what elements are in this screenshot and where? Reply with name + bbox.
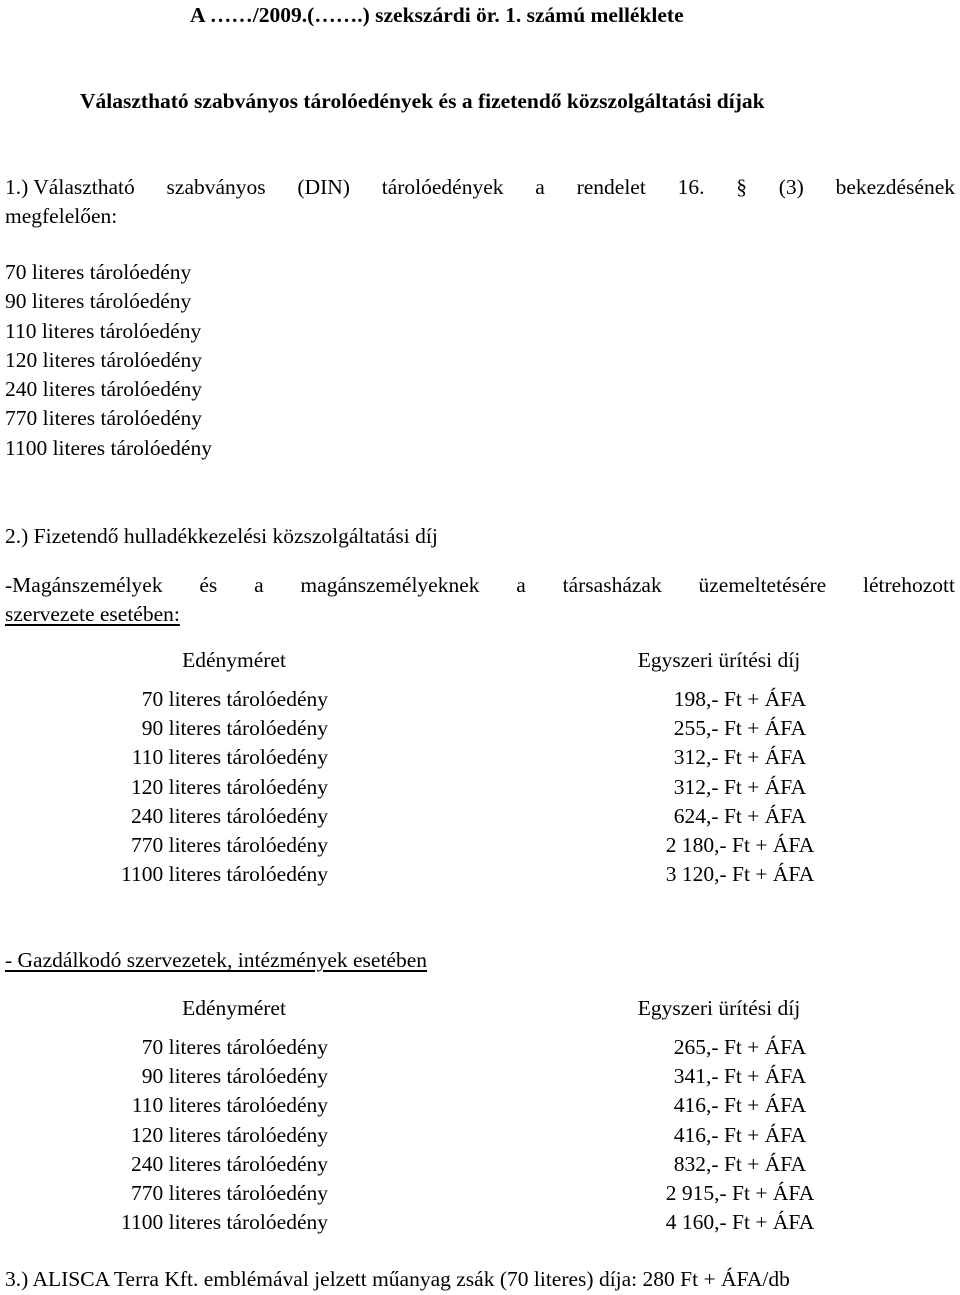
intro-word: a <box>516 573 526 597</box>
heading-word: § <box>736 175 747 199</box>
section2-heading: 2.) Fizetendő hulladékkezelési közszolgáltatási díj <box>5 524 438 548</box>
table-cell-size: 1100 literes tárolóedény <box>121 862 328 887</box>
heading-word: szabványos <box>166 175 266 199</box>
table-cell-size: 70 literes tárolóedény <box>141 687 328 711</box>
intro-word: magánszemélyeknek <box>300 573 480 597</box>
private-intro-cont: szervezete esetében: <box>5 602 180 626</box>
private-size-column <box>121 685 328 889</box>
list-item: 120 literes tárolóedény <box>5 347 203 372</box>
fee-column-header: Egyszeri ürítési díj <box>637 648 801 672</box>
table-cell-size: 240 literes tárolóedény <box>130 1151 328 1176</box>
list-item: 770 literes tárolóedény <box>5 406 203 431</box>
intro-word: -Magánszemélyek <box>5 573 163 597</box>
heading-word: tárolóedények <box>381 175 504 199</box>
business-size-column <box>121 1033 328 1237</box>
heading-word: 1.) Választható <box>5 175 135 199</box>
table-cell-fee: 4 160,- Ft + ÁFA <box>665 1210 815 1235</box>
section3-text: 3.) ALISCA Terra Kft. emblémával jelzett műanyag zsák (70 literes) díja: 280 Ft + ÁFA/db <box>5 1267 790 1291</box>
main-title: Választható szabványos tárolóedények és a fizetendő közszolgáltatási díjak <box>80 89 765 113</box>
table-cell-size: 770 literes tárolóedény <box>130 832 328 857</box>
business-intro: - Gazdálkodó szervezetek, intézmények esetében <box>5 948 428 972</box>
table-cell-fee: 832,- Ft + ÁFA <box>673 1151 807 1176</box>
table-cell-size: 90 literes tárolóedény <box>141 1064 328 1089</box>
table-cell-size: 70 literes tárolóedény <box>141 1035 328 1059</box>
business-fee-column <box>590 1033 890 1237</box>
list-item: 110 literes tárolóedény <box>5 318 202 343</box>
container-list <box>5 258 212 463</box>
intro-word: a <box>254 573 264 597</box>
table-cell-fee: 2 180,- Ft + ÁFA <box>665 832 815 857</box>
table-cell-fee: 416,- Ft + ÁFA <box>673 1093 807 1118</box>
table-cell-fee: 341,- Ft + ÁFA <box>673 1064 807 1089</box>
table-cell-size: 110 literes tárolóedény <box>131 1093 328 1118</box>
table-cell-fee: 624,- Ft + ÁFA <box>673 803 807 828</box>
intro-word: és <box>199 573 218 597</box>
heading-word: (DIN) <box>297 175 350 199</box>
table-cell-size: 90 literes tárolóedény <box>141 716 328 741</box>
list-item: 240 literes tárolóedény <box>5 377 203 402</box>
private-intro <box>5 572 955 598</box>
table-cell-size: 110 literes tárolóedény <box>131 745 328 770</box>
annex-title: A ……/2009.(…….) szekszárdi ör. 1. számú melléklete <box>190 3 684 27</box>
size-column-header: Edényméret <box>182 648 286 672</box>
table-cell-fee: 255,- Ft + ÁFA <box>673 716 807 741</box>
heading-word: bekezdésének <box>835 175 955 199</box>
table-cell-size: 770 literes tárolóedény <box>130 1180 328 1205</box>
heading-word: (3) <box>778 175 804 199</box>
table-cell-fee: 3 120,- Ft + ÁFA <box>665 862 815 887</box>
heading-word: a <box>535 175 545 199</box>
table-cell-fee: 265,- Ft + ÁFA <box>673 1035 807 1059</box>
table-cell-fee: 2 915,- Ft + ÁFA <box>665 1180 815 1205</box>
private-fee-column <box>590 685 890 889</box>
section1-heading-cont: megfelelően: <box>5 204 118 228</box>
list-item: 1100 literes tárolóedény <box>5 435 212 460</box>
intro-word: üzemeltetésére <box>698 573 827 597</box>
intro-word: társasházak <box>562 573 662 597</box>
table-cell-fee: 198,- Ft + ÁFA <box>673 687 807 711</box>
list-item: 90 literes tárolóedény <box>5 289 192 314</box>
table-cell-size: 1100 literes tárolóedény <box>121 1210 328 1235</box>
heading-word: rendelet <box>576 175 646 199</box>
table-cell-fee: 312,- Ft + ÁFA <box>673 774 807 799</box>
table-cell-size: 240 literes tárolóedény <box>130 803 328 828</box>
heading-word: 16. <box>677 175 705 199</box>
fee-column-header: Egyszeri ürítési díj <box>637 996 801 1020</box>
list-item: 70 literes tárolóedény <box>5 260 192 284</box>
intro-word: létrehozott <box>863 573 955 597</box>
section1-heading <box>5 174 955 200</box>
table-cell-size: 120 literes tárolóedény <box>130 1122 328 1147</box>
table-cell-size: 120 literes tárolóedény <box>130 774 328 799</box>
table-cell-fee: 312,- Ft + ÁFA <box>673 745 807 770</box>
table-cell-fee: 416,- Ft + ÁFA <box>673 1122 807 1147</box>
size-column-header: Edényméret <box>182 996 286 1020</box>
